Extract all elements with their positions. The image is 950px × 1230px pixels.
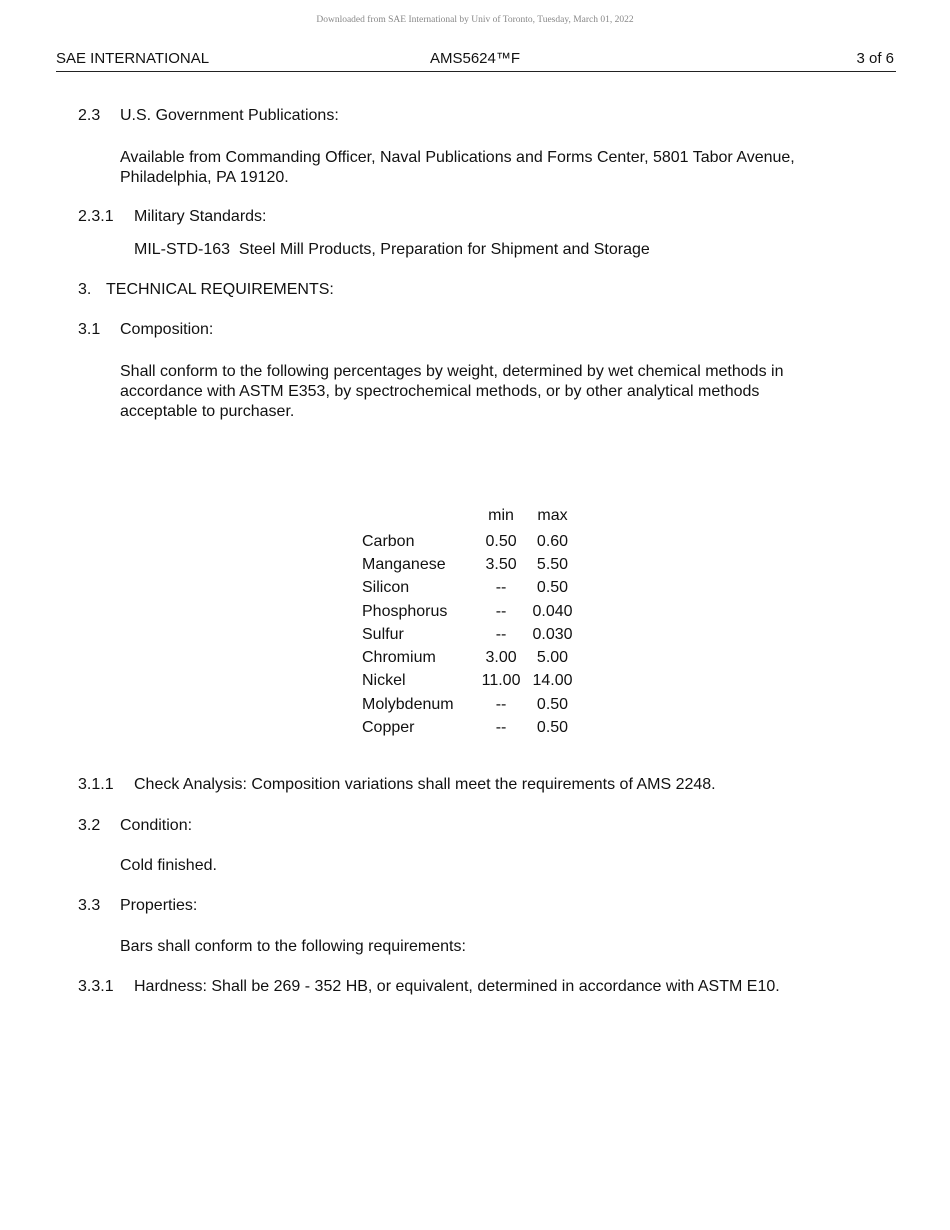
element-name: Sulfur [362,625,404,643]
section-2-3-1-number: 2.3.1 [78,208,114,225]
table-row [356,553,579,576]
min-value: 0.50 [485,532,517,550]
header-min: min [488,507,514,524]
max-value: 5.00 [536,649,569,667]
element-name: Nickel [362,672,406,690]
max-value: 0.040 [532,602,573,620]
section-3-2-title: Condition: [120,817,193,834]
max-value: 14.00 [532,672,573,690]
composition-table-header [356,507,579,530]
table-row [356,530,579,553]
composition-table [356,507,579,740]
table-row [356,577,579,600]
section-3-3-paragraph: Bars shall conform to the following requirements: [120,938,466,955]
element-name: Phosphorus [362,602,448,620]
section-3-1-1-number: 3.1.1 [78,776,114,793]
section-3-title: TECHNICAL REQUIREMENTS: [106,281,334,298]
section-2-3-paragraph: Available from Commanding Officer, Naval Publications and Forms Center, 5801 Tabor Avenue, Philadelphia, PA 19120. [120,149,795,186]
max-value: 0.50 [536,719,569,737]
section-3-number: 3. [78,281,92,298]
element-name: Silicon [362,579,410,597]
download-note: Downloaded from SAE International by Univ of Toronto, Tuesday, March 01, 2022 [316,15,634,25]
element-name: Molybdenum [362,695,454,713]
table-row [356,670,579,693]
section-2-3-number: 2.3 [78,107,101,124]
max-value: 5.50 [536,555,569,573]
table-row [356,693,579,716]
section-3-2-paragraph: Cold finished. [120,857,217,874]
section-3-1-1-text: Check Analysis: Composition variations shall meet the requirements of AMS 2248. [134,776,716,793]
table-row [356,716,579,739]
section-3-1-number: 3.1 [78,321,101,338]
section-3-3-title: Properties: [120,897,198,914]
table-row [356,623,579,646]
element-name: Carbon [362,532,415,550]
table-row [356,600,579,623]
header-divider [56,71,896,72]
min-value: 11.00 [481,672,521,690]
element-name: Manganese [362,555,446,573]
section-2-3-1-title: Military Standards: [134,208,267,225]
header-organization: SAE INTERNATIONAL [56,50,210,67]
section-3-2-number: 3.2 [78,817,101,834]
header-element [356,507,476,530]
section-2-3-title: U.S. Government Publications: [120,107,339,124]
section-3-3-number: 3.3 [78,897,101,914]
min-value: 3.00 [485,649,517,667]
max-value: 0.50 [536,695,569,713]
min-value: -- [495,719,507,737]
element-name: Chromium [362,649,436,667]
section-3-3-1-text: Hardness: Shall be 269 - 352 HB, or equivalent, determined in accordance with ASTM E10. [134,978,780,995]
max-value: 0.030 [532,625,573,643]
min-value: -- [495,579,507,597]
element-name: Copper [362,719,415,737]
max-value: 0.50 [536,579,569,597]
header-doc-id: AMS5624™F [429,50,521,67]
section-3-1-title: Composition: [120,321,214,338]
section-3-1-paragraph: Shall conform to the following percentages by weight, determined by wet chemical methods in accordance with ASTM E353, by spectrochemical methods, or by other analytical methods acceptable to purchaser. [120,363,784,420]
min-value: -- [495,695,507,713]
table-row [356,646,579,669]
min-value: -- [495,625,507,643]
section-3-3-1-number: 3.3.1 [78,978,114,995]
mil-std-reference: MIL-STD-163 Steel Mill Products, Preparation for Shipment and Storage [134,241,650,258]
min-value: 3.50 [485,555,517,573]
max-value: 0.60 [536,532,569,550]
header-max: max [537,507,568,524]
header-page-number: 3 of 6 [856,50,894,67]
min-value: -- [495,602,507,620]
